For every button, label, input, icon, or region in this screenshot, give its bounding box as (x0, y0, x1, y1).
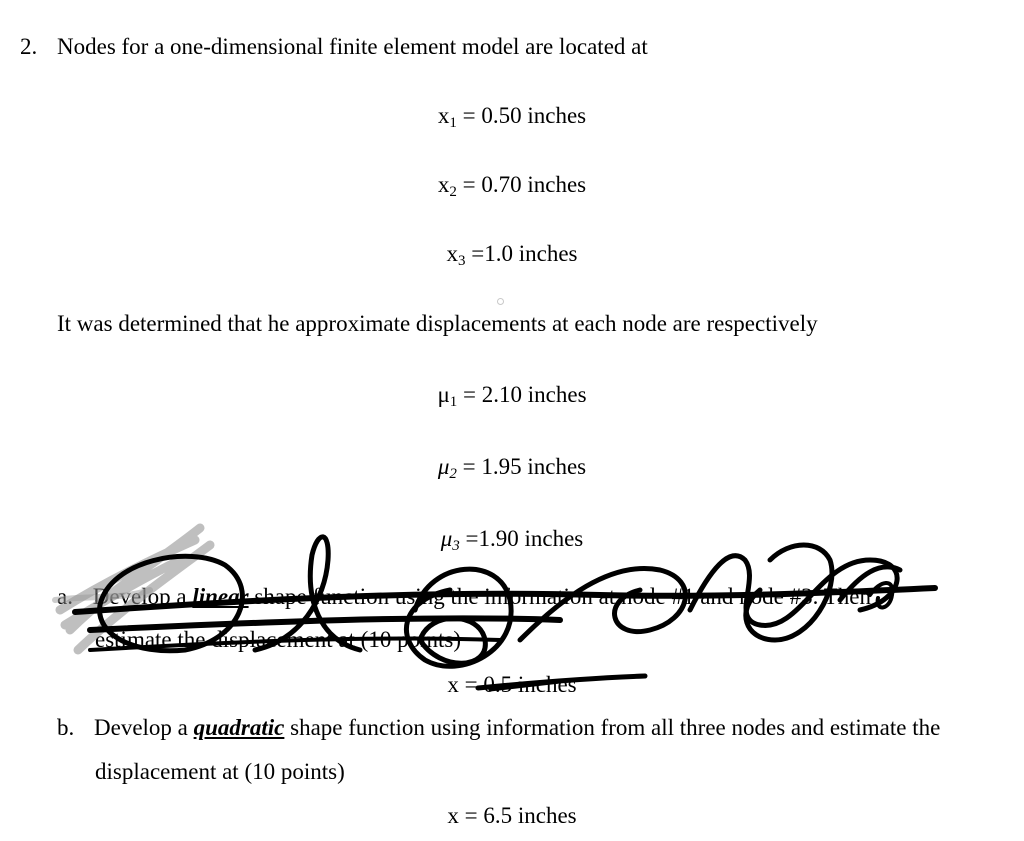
part-b-label: b. (57, 715, 75, 740)
part-b-value: x = 6.5 inches (447, 803, 577, 828)
part-a-value: x = 0.5 inches (447, 672, 577, 697)
displacement-intro: It was determined that he approximate displacements at each node are respectively (57, 311, 818, 336)
problem-heading (20, 35, 648, 58)
node-1-position: $x_1 = 0.50$ inches (437, 103, 587, 131)
displacement-2: $\mu_2 = 1.95$ inches (437, 454, 587, 482)
displacement-1: $\mu_1 = 2.10$ inches (437, 382, 587, 410)
node-2-position: $x_2 = 0.70$ inches (437, 172, 587, 200)
node-3-position: $x_3 =1.0$ inches (446, 241, 578, 269)
problem-number: 2. (20, 34, 38, 59)
part-b-line-2: displacement at (10 points) (95, 759, 345, 784)
part-b-emphasis: quadratic (193, 715, 285, 740)
part-a-line-2: estimate the displacement at (10 points) (95, 627, 461, 652)
part-a-label: a. (57, 584, 73, 609)
part-a-emphasis: linear (192, 584, 249, 609)
part-b-line-1: b. Develop a quadratic shape function using information from all three nodes and estimate the (57, 715, 941, 740)
displacement-3: $\mu_3 =1.90$ inches (440, 526, 584, 554)
part-a-line-1: a. Develop a linear shape function using the information at node #1 and node #3. Then (57, 584, 871, 609)
stray-mark (497, 298, 504, 305)
problem-intro: Nodes for a one-dimensional finite element model are located at (57, 34, 648, 59)
